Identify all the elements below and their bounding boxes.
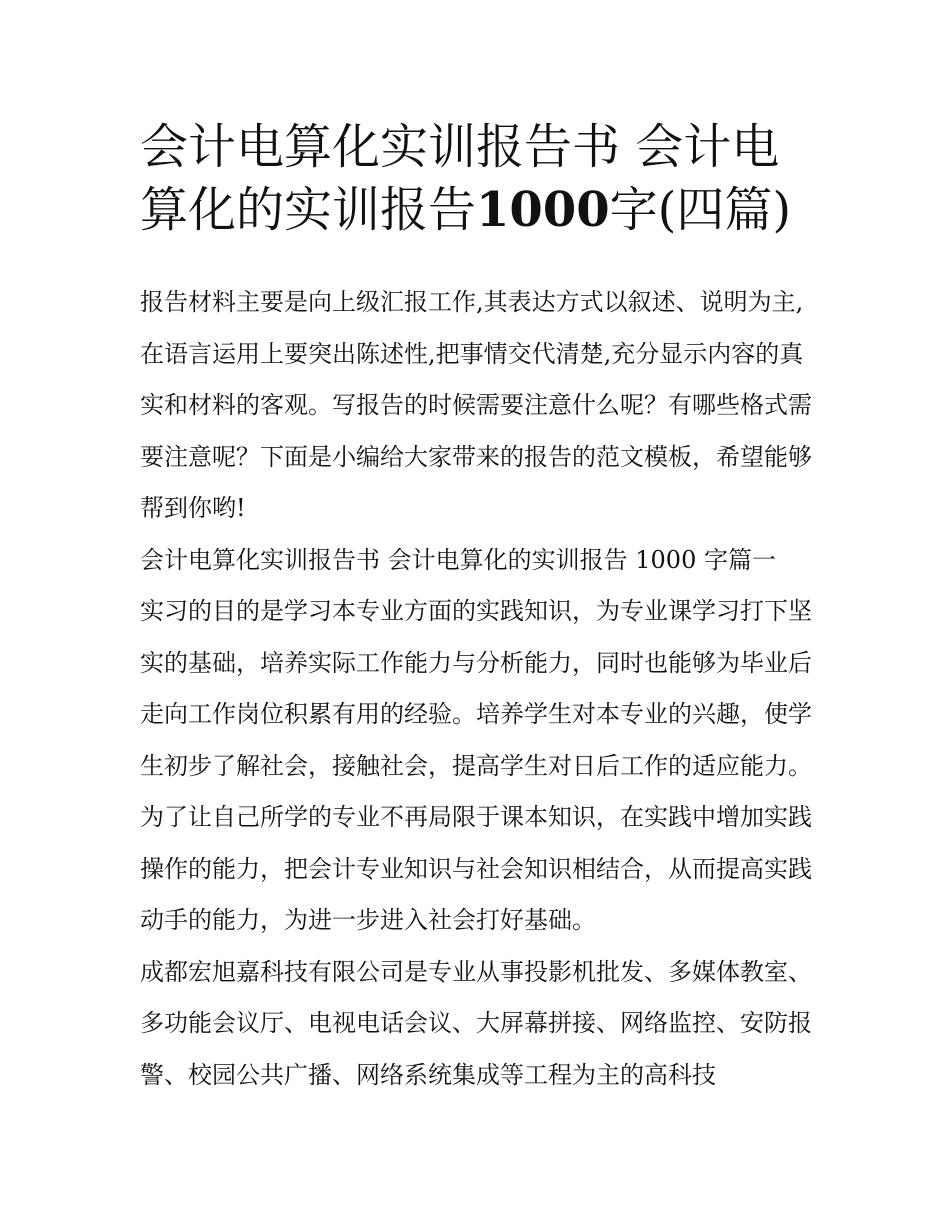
- title-text-part1: 会计电算化实训报告书 会计电算化的实训报告: [140, 119, 780, 238]
- intro-paragraph: 报告材料主要是向上级汇报工作,其表达方式以叙述、说明为主,在语言运用上要突出陈述性,把事情交代清楚,充分显示内容的真实和材料的客观。写报告的时候需要注意什么呢？有哪些格式需要注意呢？下面是小编给大家带来的报告的范文模板，希望能够帮到你哟!: [140, 288, 812, 522]
- body-paragraph-1: 实习的目的是学习本专业方面的实践知识，为专业课学习打下坚实的基础，培养实际工作能力与分析能力，同时也能够为毕业后走向工作岗位积累有用的经验。培养学生对本专业的兴趣，使学生初步了解社会，接触社会，提高学生对日后工作的适应能力。为了让自己所学的专业不再局限于课本知识，在实践中增加实践操作的能力，把会计专业知识与社会知识相结合，从而提高实践动手的能力，为进一步进入社会打好基础。: [140, 597, 812, 934]
- title-text-part2: 字(四篇): [609, 182, 792, 238]
- document-title: [140, 116, 820, 242]
- document-body: [140, 277, 820, 1101]
- section-heading: 会计电算化实训报告书 会计电算化的实训报告 1000 字篇一: [140, 545, 776, 574]
- title-number: 1000: [476, 182, 610, 238]
- body-paragraph-2: 成都宏旭嘉科技有限公司是专业从事投影机批发、多媒体教室、多功能会议厅、电视电话会议、大屏幕拼接、网络监控、安防报警、校园公共广播、网络系统集成等工程为主的高科技: [140, 957, 812, 1089]
